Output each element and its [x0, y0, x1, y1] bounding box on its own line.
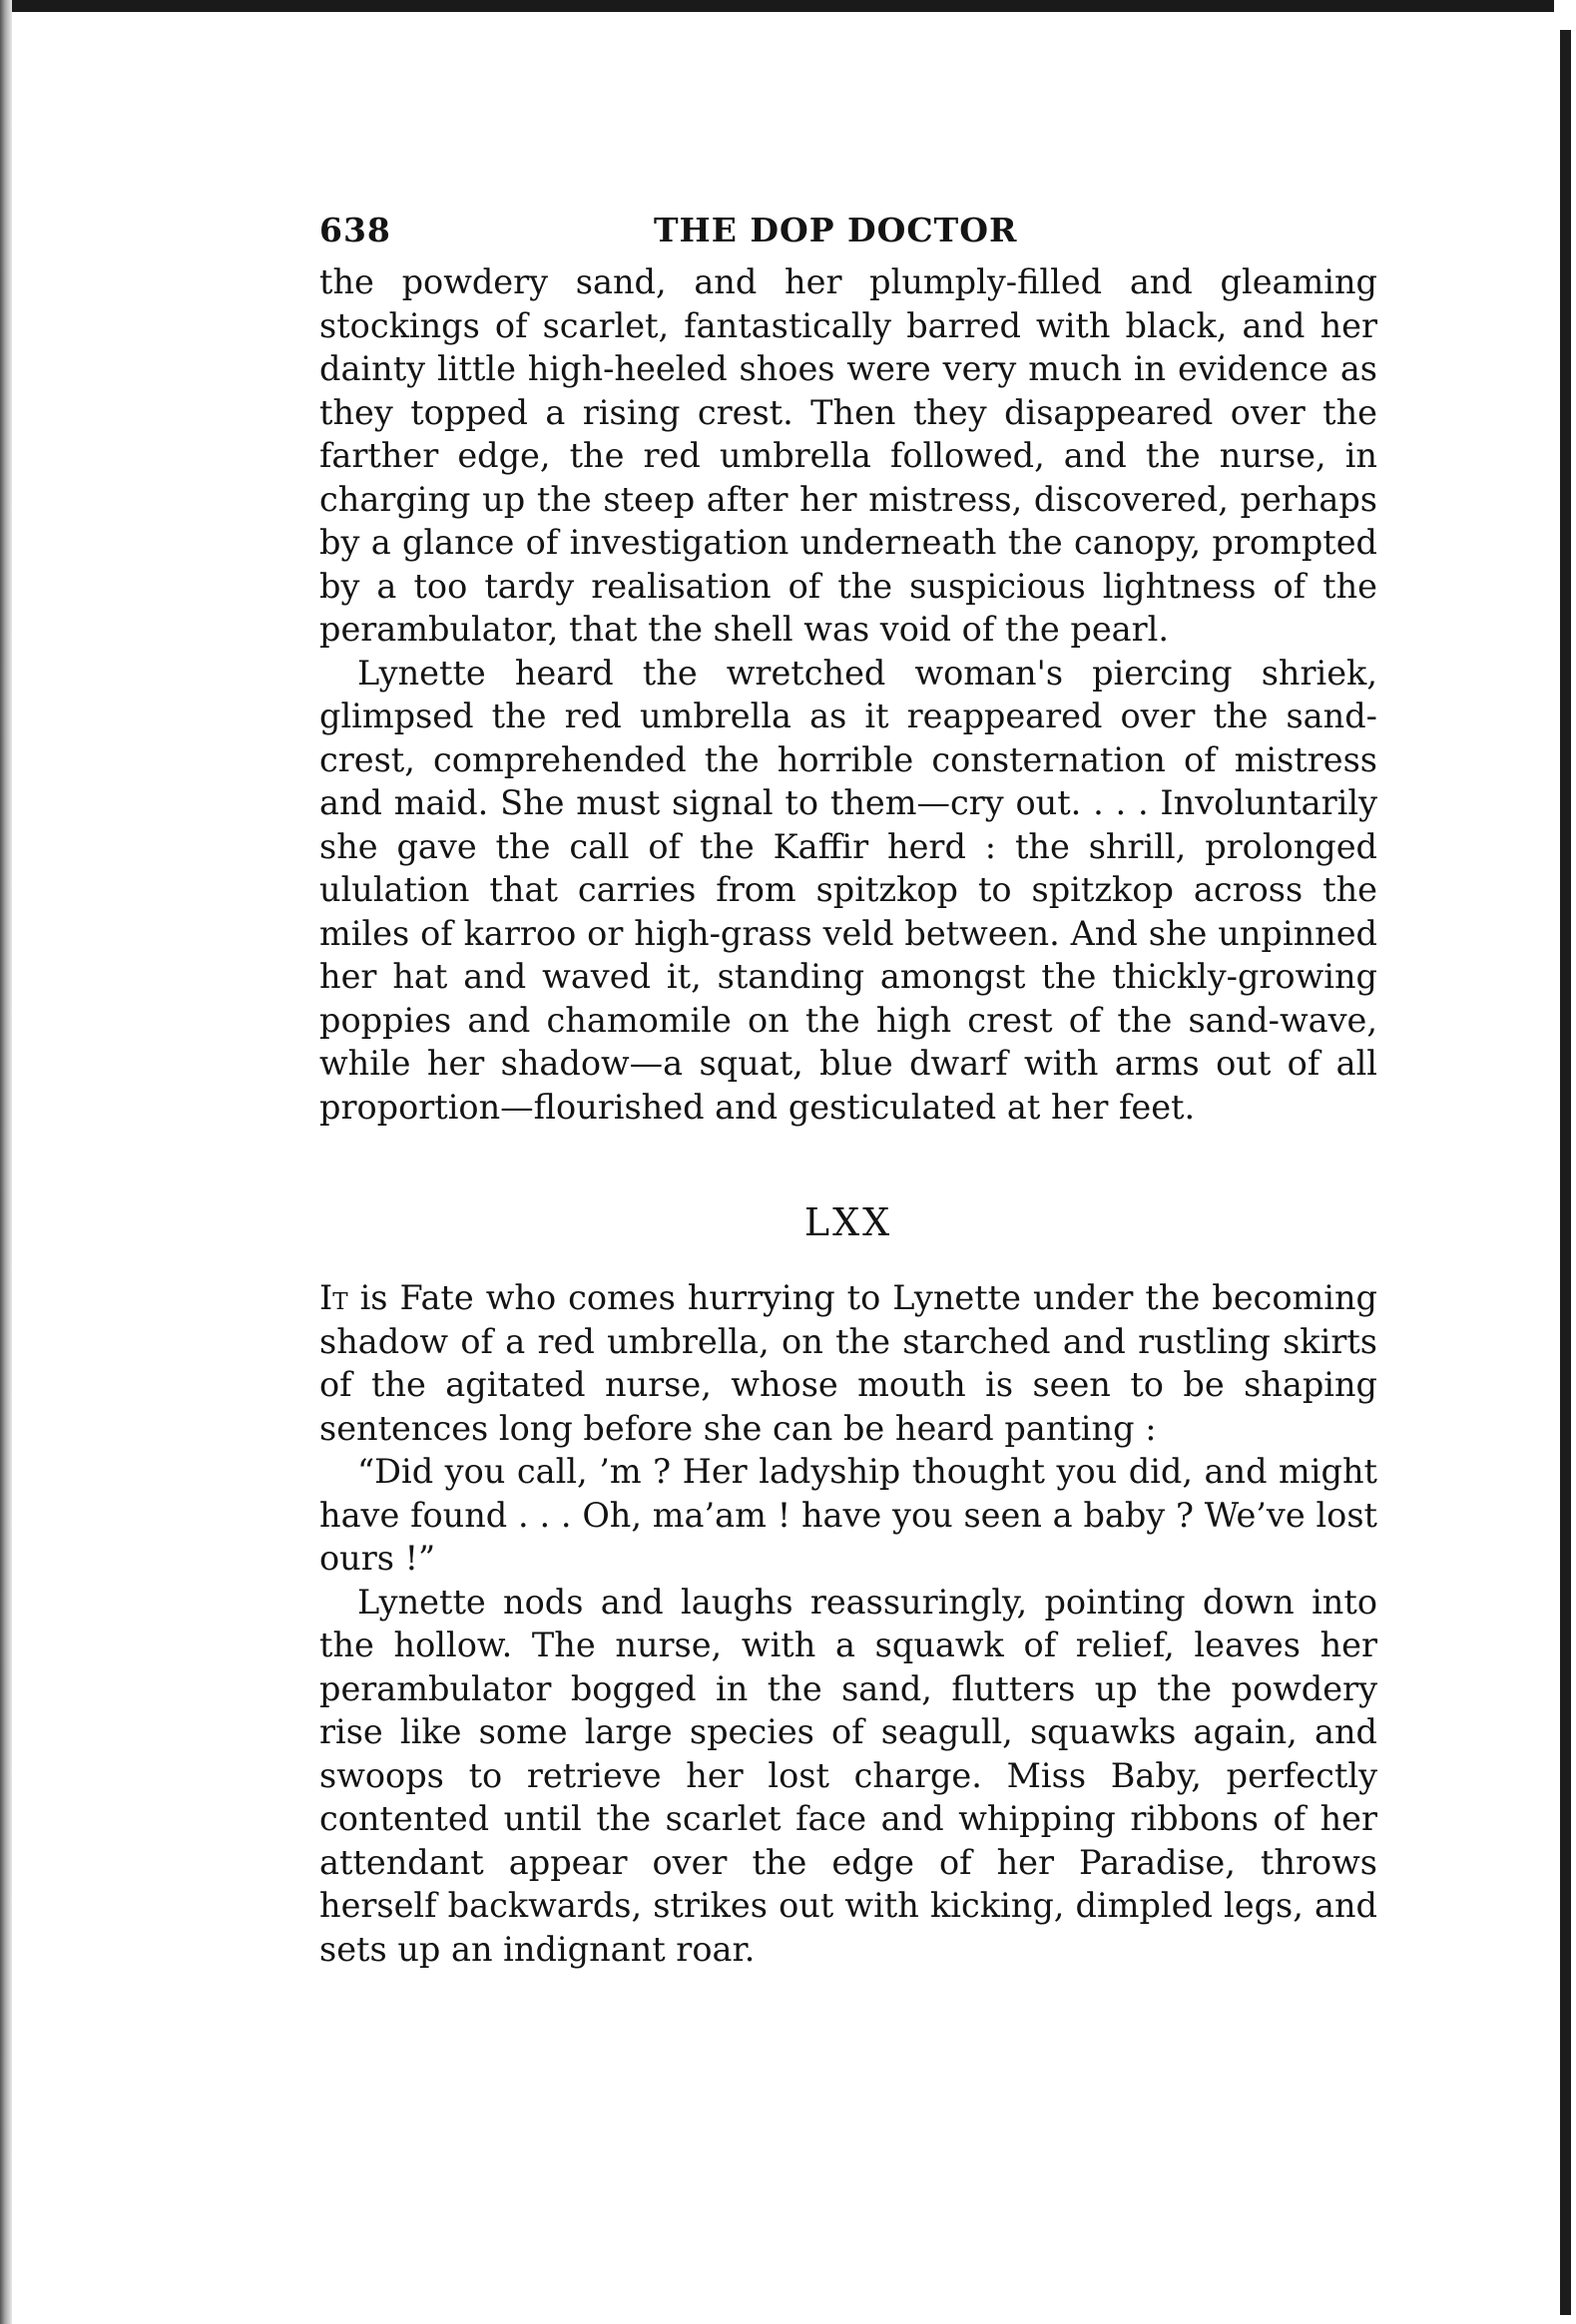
- scan-right-edge: [1554, 0, 1576, 2324]
- paragraph-continued: the powdery sand, and her plumply-filled and gleaming stockings of scarlet, fantastically barred with black, and her dainty little high-heeled shoes were very much in evidence as they topped a rising crest. Then they disappeared over the farther edge, the red umbrella followed, and the nurse, in charging up the steep after her mistress, discovered, perhaps by a glance of investigation underneath the canopy, prompted by a too tardy realisation of the suspicious lightness of the perambulator, that the shell was void of the pearl.: [319, 262, 1377, 649]
- book-title: THE DOP DOCTOR: [654, 211, 1018, 249]
- page-number: 638: [319, 211, 391, 249]
- chapter-opening-paragraph: [319, 1276, 1377, 1450]
- running-head: [319, 205, 1377, 260]
- chapter-opening-word: It: [319, 1278, 348, 1317]
- paragraph-lynette-heard: Lynette heard the wretched woman's piercing shriek, glimpsed the red umbrella as it reappeared over the sand-crest, comprehended the horrible consternation of mistress and maid. She must signal to them—cry out. . . . Involuntarily she gave the call of the Kaffir herd : the shrill, prolonged ululation that carries from spitzkop to spitzkop across the miles of karroo or high-grass veld between. And she unpinned her hat and waved it, standing amongst the thickly-growing poppies and chamomile on the high crest of the sand-wave, while her shadow—a squat, blue dwarf with arms out of all proportion—flourished and gesticulated at her feet.: [319, 653, 1377, 1127]
- chapter-heading: LXX: [803, 1200, 893, 1244]
- scan-top-edge: [0, 0, 1576, 12]
- paragraph-lynette-nods: Lynette nods and laughs reassuringly, pointing down into the hollow. The nurse, with a squawk of relief, leaves her perambulator bogged in the sand, flutters up the powdery rise like some large species of seagull, squawks again, and swoops to retrieve her lost charge. Miss Baby, perfectly contented until the scarlet face and whipping ribbons of her attendant appear over the edge of her Paradise, throws herself backwards, strikes out with kicking, dimpled legs, and sets up an indignant roar.: [319, 1582, 1377, 1969]
- book-page: [319, 205, 1377, 1971]
- paragraph-nurse-dialogue: “Did you call, ’m ? Her ladyship thought you did, and might have found . . . Oh, ma’am ! have you seen a baby ? We’ve lost ours !”: [319, 1452, 1377, 1578]
- scan-left-edge: [0, 0, 12, 2324]
- chapter-opening-text: is Fate who comes hurrying to Lynette under the becoming shadow of a red umbrella, on the starched and rustling skirts of the agitated nurse, whose mouth is seen to be shaping sentences long before she can be heard panting :: [319, 1278, 1377, 1448]
